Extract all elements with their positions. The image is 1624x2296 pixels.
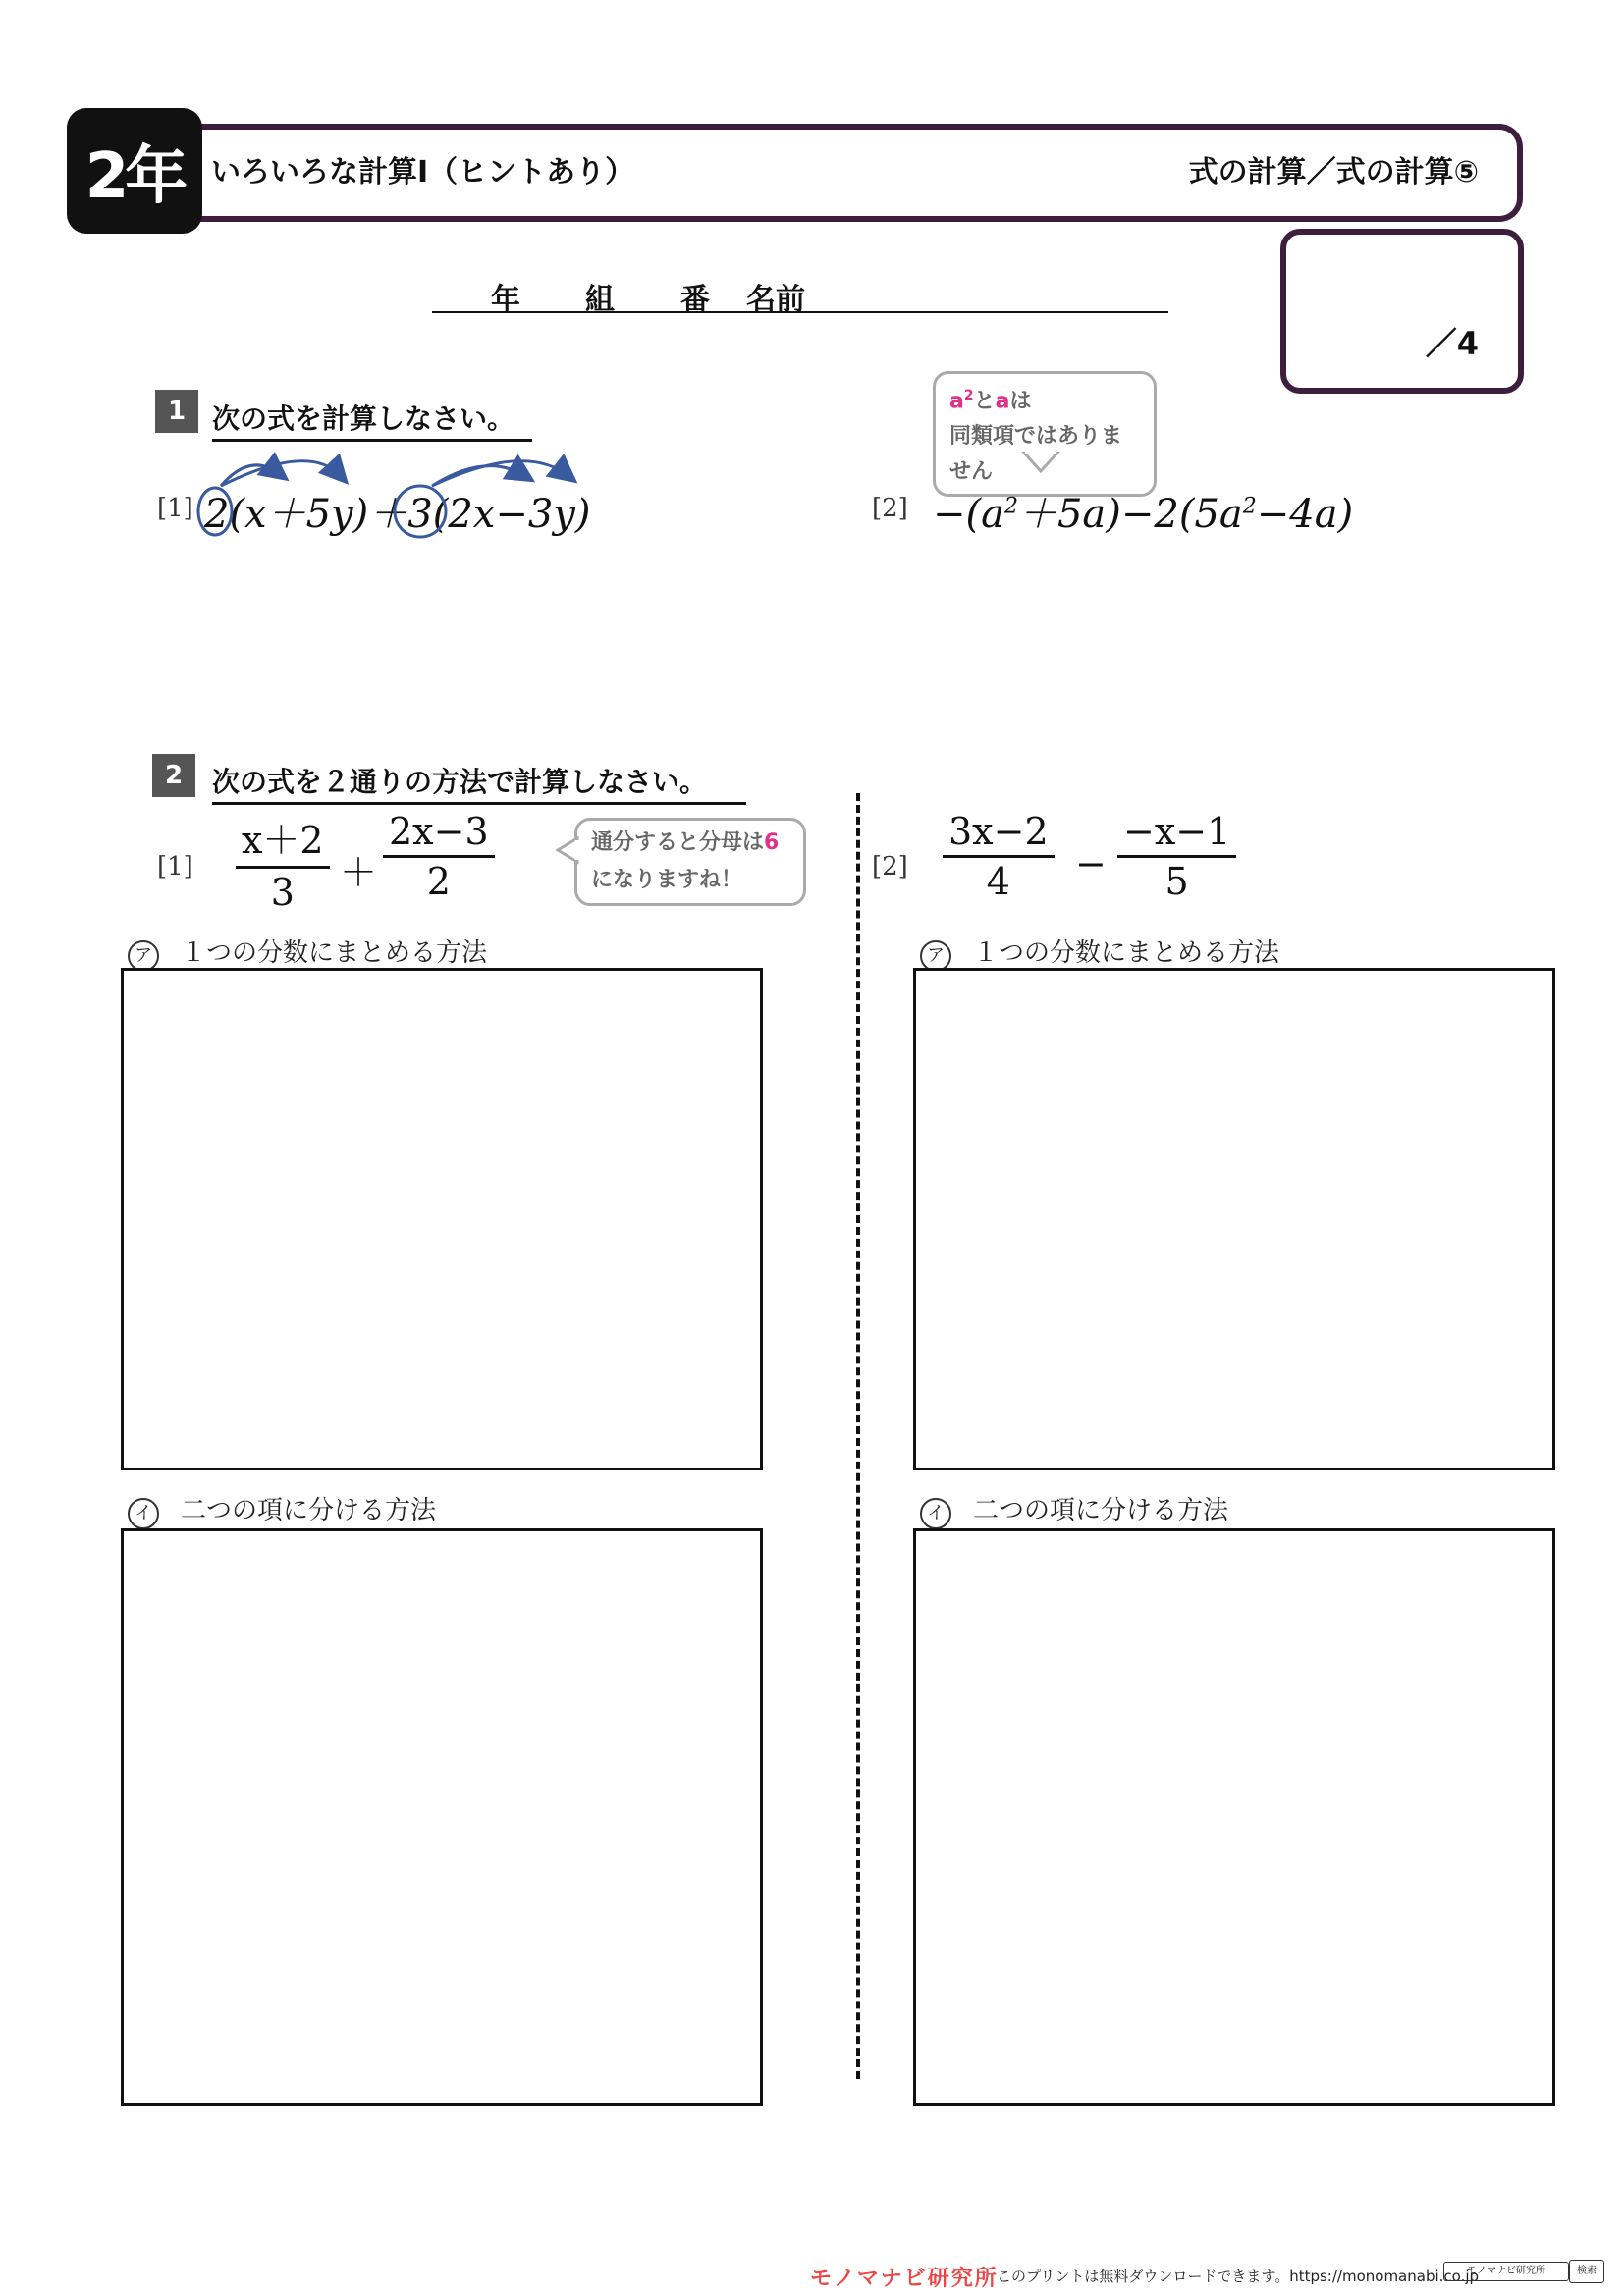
kana-i-mark: イ — [128, 1498, 159, 1529]
s1-problem2-number: [2] — [872, 494, 908, 523]
number-label: 番 — [680, 283, 710, 317]
section2-title: 次の式を２通りの方法で計算しなさい。 — [212, 761, 746, 805]
hint-line2: 同類項ではありません — [949, 424, 1123, 485]
s2-p1-operator: ＋ — [340, 851, 378, 894]
right-method-b-label — [920, 1490, 1228, 1529]
fraction-numerator: 2x−3 — [389, 810, 489, 853]
method-a-text: １つの分数にまとめる方法 — [181, 938, 488, 968]
distribution-arrows — [191, 447, 604, 545]
score-box — [1280, 229, 1524, 394]
method-b-text: 二つの項に分ける方法 — [181, 1496, 437, 1525]
kana-a-mark: ア — [128, 940, 159, 972]
arrow-2-to-5y — [221, 461, 341, 486]
answer-box-right-b[interactable] — [913, 1528, 1555, 2106]
grade-badge: 2年 — [67, 108, 202, 234]
right-method-a-label — [920, 933, 1279, 972]
s2-p2-fraction1 — [943, 810, 1055, 903]
hint-and: と — [973, 389, 996, 414]
fraction-denominator: 5 — [1164, 860, 1189, 903]
section1-title: 次の式を計算しなさい。 — [212, 398, 532, 442]
worksheet-title: いろいろな計算Ⅰ（ヒントあり） — [211, 155, 635, 189]
section1-number: 1 — [155, 390, 198, 433]
s2-problem2-number: [2] — [872, 852, 908, 881]
fraction-numerator: −x−1 — [1123, 810, 1231, 853]
kana-a-mark: ア — [920, 940, 951, 972]
s2-p1-fraction2 — [383, 810, 495, 903]
year-label: 年 — [491, 283, 520, 317]
hint-wa: は — [1009, 389, 1032, 414]
section2-number: 2 — [152, 754, 195, 797]
left-method-b-label — [128, 1490, 436, 1529]
s1-problem1-number: [1] — [157, 494, 193, 523]
method-a-text: １つの分数にまとめる方法 — [973, 938, 1280, 968]
hint-term-a2: a — [949, 389, 964, 414]
s2-p1-fraction1 — [236, 810, 330, 914]
callout-tail — [1021, 452, 1060, 473]
name-label: 名前 — [746, 283, 805, 317]
hint2-line2: になりますね！ — [591, 868, 743, 892]
s2-p2-operator: − — [1075, 842, 1107, 885]
section1-hint-callout — [933, 371, 1157, 497]
fraction-numerator: 3x−2 — [948, 810, 1049, 853]
answer-box-left-b[interactable] — [121, 1528, 763, 2106]
callout2-tail — [556, 836, 579, 866]
dashed-divider — [856, 793, 860, 2079]
p2-exp1: 2 — [1003, 494, 1018, 519]
p2-exp2: 2 — [1242, 494, 1257, 519]
hint-exponent: 2 — [963, 388, 974, 403]
hint-term-a: a — [995, 389, 1010, 414]
hint2-line1: 通分すると分母は — [591, 830, 765, 855]
s1-problem1-expression: 2(x＋5y)＋3(2x−3y) — [204, 492, 591, 537]
answer-box-right-a[interactable] — [913, 968, 1555, 1470]
fraction-denominator: 3 — [270, 871, 295, 914]
section2-hint-callout — [574, 818, 806, 906]
fraction-denominator: 2 — [426, 860, 451, 903]
fraction-denominator: 4 — [986, 860, 1010, 903]
footer-text: このプリントは無料ダウンロードできます。https://monomanabi.co.jp — [997, 2268, 1480, 2285]
answer-box-left-a[interactable] — [121, 968, 763, 1470]
s2-problem1-number: [1] — [157, 852, 193, 881]
footer-search-button[interactable]: 検索 — [1569, 2260, 1604, 2283]
s1-problem2-expression — [933, 483, 1353, 539]
left-method-a-label — [128, 933, 487, 972]
fraction-numerator: x＋2 — [242, 819, 324, 862]
hint2-denominator: 6 — [764, 830, 780, 855]
class-label: 組 — [585, 283, 615, 317]
s2-p2-fraction2 — [1117, 810, 1236, 903]
p2-part-c: −4a) — [1256, 492, 1354, 537]
method-b-text: 二つの項に分ける方法 — [973, 1496, 1229, 1525]
p2-part-b: ＋5a)−2(5a — [1017, 492, 1243, 537]
p2-part-a: −(a — [933, 492, 1004, 537]
footer-search-input[interactable]: モノマナビ研究所 — [1443, 2262, 1569, 2281]
footer-logo: モノマナビ研究所 — [810, 2267, 999, 2291]
unit-title: 式の計算／式の計算⑤ — [1188, 155, 1479, 189]
kana-i-mark: イ — [920, 1498, 951, 1529]
circle-2 — [198, 488, 232, 535]
circle-plus3 — [395, 486, 446, 537]
score-text: ／4 — [1425, 325, 1479, 362]
